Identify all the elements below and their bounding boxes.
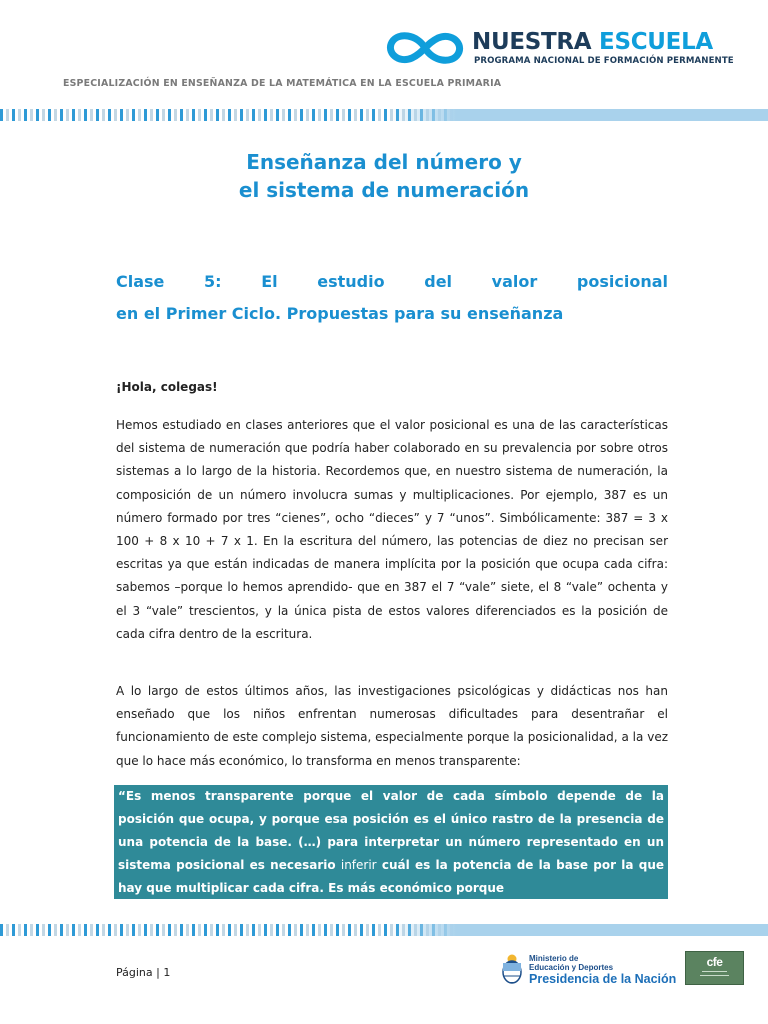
- logo-title: [472, 29, 713, 55]
- quote-emphasis: inferir: [340, 858, 377, 872]
- ministry-line-1: Ministerio de: [529, 954, 579, 963]
- cfe-caption-line: [702, 971, 727, 972]
- cfe-logo-text: cfe: [706, 955, 723, 969]
- cfe-caption-line: [700, 975, 729, 976]
- quote-part-1: “Es menos transparente porque el valor de cada símbolo depende de la posición que ocupa, y porque esa posición es el único rastro de la presencia de una potencia de la base. (…) para interpretar un número representado en un sistema posicional es necesario: [118, 789, 664, 872]
- paragraph-2: A lo largo de estos últimos años, las investigaciones psicológicas y didácticas nos han enseñado que los niños enfrentan numerosas dificultades para desentrañar el funcionamiento de este complejo sistema, especialmente porque la posicionalidad, a la vez que lo hace más económico, lo transforma en menos transparente:: [116, 684, 668, 768]
- course-title: ESPECIALIZACIÓN EN ENSEÑANZA DE LA MATEMÁTICA EN LA ESCUELA PRIMARIA: [63, 78, 502, 89]
- paragraph-1: Hemos estudiado en clases anteriores que el valor posicional es una de las características del sistema de numeración que podría haber colaborado en su prevalencia por sobre otros sistemas a lo largo de la historia. Recordemos que, en nuestro sistema de numeración, la composición de un número involucra sumas y multiplicaciones. Por ejemplo, 387 es un número formado por tres “cienes”, ocho “dieces” y 7 “unos”. Simbólicamente: 387 = 3 x 100 + 8 x 10 + 7 x 1. En la escritura del número, las potencias de diez no precisan ser escritas ya que están indicadas de manera implícita por la posición que ocupa cada cifra: sabemos –porque lo hemos aprendido- que en 387 el 7 “vale” siete, el 8 “vale” ochenta y el 3 “vale” trescientos, y la única pista de estos valores diferenciados es la posición de cada cifra dentro de la escritura.: [116, 418, 668, 641]
- greeting: ¡Hola, colegas!: [116, 380, 218, 394]
- ministry-line-3: Presidencia de la Nación: [529, 972, 677, 986]
- logo-subtitle: PROGRAMA NACIONAL DE FORMACIÓN PERMANENTE: [474, 56, 734, 66]
- cfe-logo: [685, 951, 744, 985]
- highlighted-quote: [114, 785, 668, 899]
- infinity-logo-icon: [384, 28, 466, 68]
- ministry-text: [529, 954, 676, 987]
- footer-divider: [0, 924, 768, 936]
- header-divider: [0, 109, 768, 121]
- class-heading-line2: en el Primer Ciclo. Propuestas para su enseñanza: [116, 304, 564, 323]
- logo-word-escuela: ESCUELA: [599, 29, 713, 55]
- class-heading-line1: Clase 5: El estudio del valor posicional: [116, 272, 668, 291]
- document-title: [100, 148, 668, 204]
- page-number: Página | 1: [116, 966, 171, 979]
- quote-part-2: cuál es la potencia de la base por la que hay que multiplicar cada cifra. Es más económico porque: [118, 858, 665, 895]
- document-title-line2: el sistema de numeración: [238, 178, 530, 202]
- class-heading: [116, 266, 668, 330]
- document-title-line1: Enseñanza del número y: [246, 150, 522, 174]
- coat-of-arms-icon: [500, 953, 524, 985]
- quote-text: [114, 785, 668, 900]
- ministry-line-2: Educación y Deportes: [529, 963, 614, 972]
- logo-word-nuestra: NUESTRA: [472, 29, 592, 55]
